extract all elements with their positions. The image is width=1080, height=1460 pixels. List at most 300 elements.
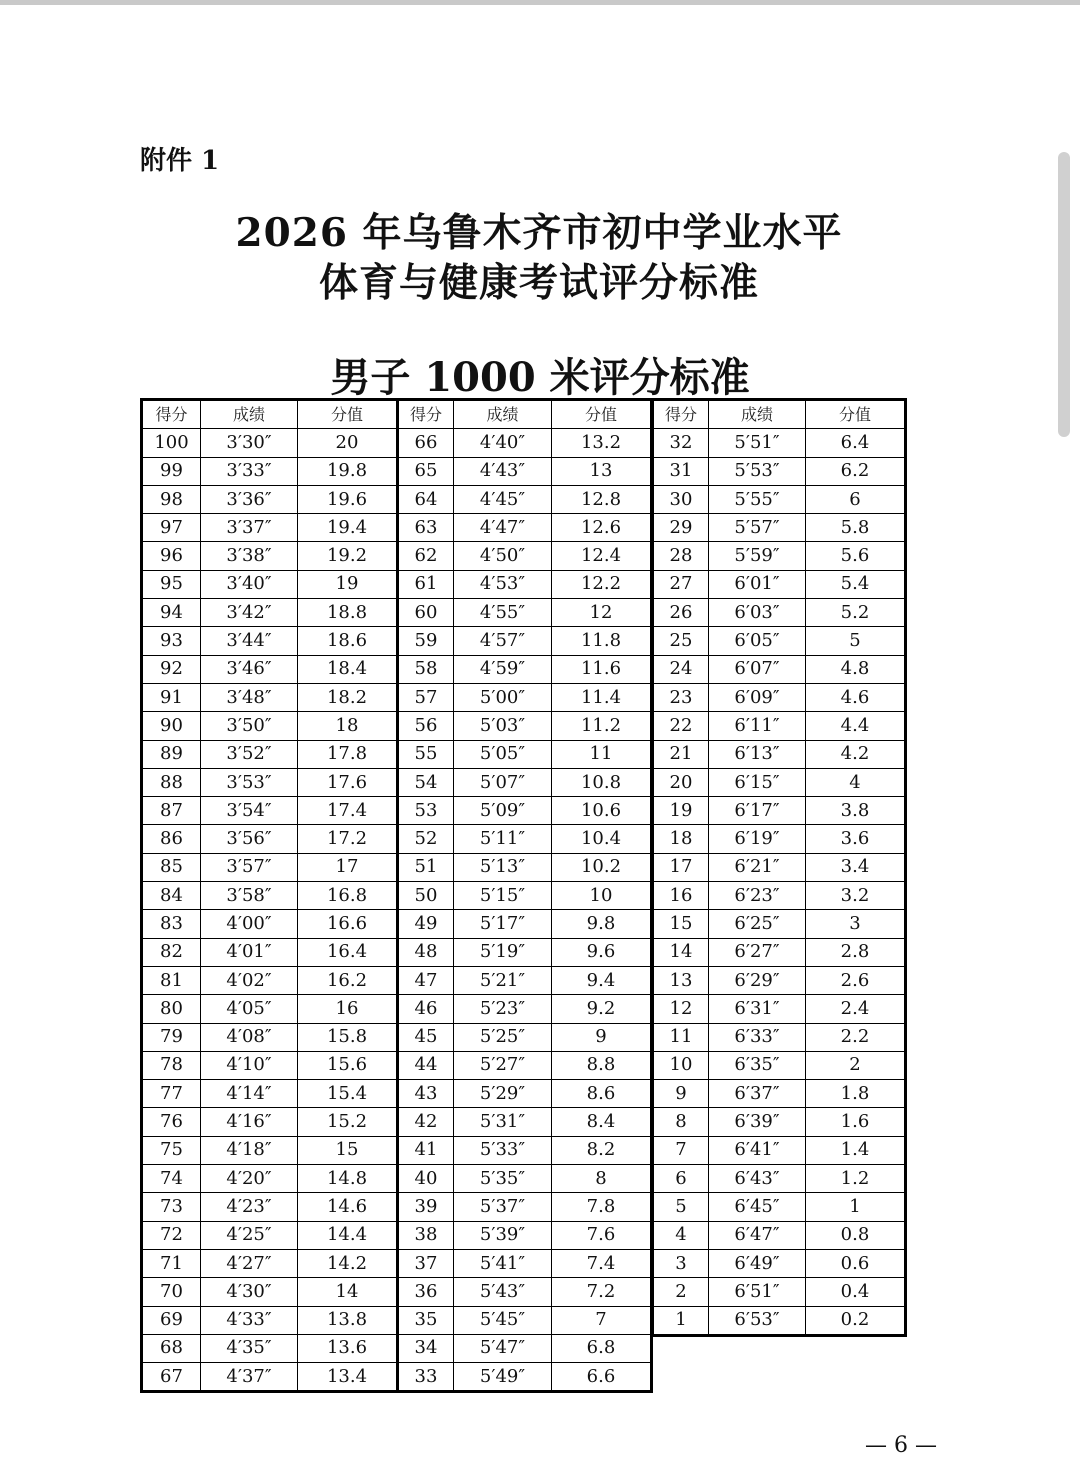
score-cell: 98 (142, 485, 201, 513)
points-cell: 16.2 (298, 966, 398, 994)
score-cell: 6 (653, 1165, 709, 1193)
result-cell: 4′30″ (201, 1278, 298, 1306)
score-cell: 96 (142, 542, 201, 570)
result-cell: 6′39″ (709, 1108, 806, 1136)
points-cell: 11.8 (552, 627, 652, 655)
score-cell: 73 (142, 1193, 201, 1221)
result-cell: 6′35″ (709, 1051, 806, 1079)
score-cell: 84 (142, 882, 201, 910)
table-row (653, 599, 906, 627)
result-cell: 6′11″ (709, 712, 806, 740)
score-cell: 82 (142, 938, 201, 966)
points-cell: 18.4 (298, 655, 398, 683)
points-cell: 18.8 (298, 599, 398, 627)
table-row (142, 1193, 652, 1221)
points-cell: 11 (552, 740, 652, 768)
table-row (142, 966, 652, 994)
result-cell: 3′54″ (201, 797, 298, 825)
table-row (142, 1023, 652, 1051)
table-row (142, 655, 652, 683)
table-row (142, 938, 652, 966)
score-cell: 78 (142, 1051, 201, 1079)
result-cell: 3′50″ (201, 712, 298, 740)
points-cell: 13 (552, 457, 652, 485)
result-cell: 4′08″ (201, 1023, 298, 1051)
table-row (142, 485, 652, 513)
points-cell: 4.2 (806, 740, 906, 768)
score-cell: 89 (142, 740, 201, 768)
score-cell: 90 (142, 712, 201, 740)
result-cell: 5′35″ (454, 1165, 552, 1193)
points-cell: 15.8 (298, 1023, 398, 1051)
result-cell: 4′01″ (201, 938, 298, 966)
result-cell: 5′25″ (454, 1023, 552, 1051)
score-cell: 4 (653, 1221, 709, 1249)
table-row (142, 429, 652, 457)
points-cell: 2.4 (806, 995, 906, 1023)
points-cell: 12 (552, 599, 652, 627)
points-cell: 18 (298, 712, 398, 740)
points-cell: 6 (806, 485, 906, 513)
result-cell: 6′41″ (709, 1136, 806, 1164)
score-cell: 11 (653, 1023, 709, 1051)
scoring-table-right (651, 398, 907, 1337)
points-cell: 5.8 (806, 514, 906, 542)
points-cell: 15.6 (298, 1051, 398, 1079)
points-cell: 1.4 (806, 1136, 906, 1164)
result-cell: 6′25″ (709, 910, 806, 938)
points-cell: 8 (552, 1165, 652, 1193)
points-cell: 2.8 (806, 938, 906, 966)
score-cell: 53 (398, 797, 454, 825)
result-cell: 5′47″ (454, 1334, 552, 1362)
score-cell: 95 (142, 570, 201, 598)
score-cell: 35 (398, 1306, 454, 1334)
result-cell: 4′05″ (201, 995, 298, 1023)
score-cell: 47 (398, 966, 454, 994)
score-cell: 97 (142, 514, 201, 542)
result-cell: 4′10″ (201, 1051, 298, 1079)
points-cell: 20 (298, 429, 398, 457)
points-cell: 17 (298, 853, 398, 881)
result-cell: 6′09″ (709, 683, 806, 711)
points-cell: 7.2 (552, 1278, 652, 1306)
result-cell: 6′33″ (709, 1023, 806, 1051)
score-cell: 33 (398, 1363, 454, 1392)
score-cell: 75 (142, 1136, 201, 1164)
result-cell: 4′00″ (201, 910, 298, 938)
result-cell: 5′07″ (454, 768, 552, 796)
result-cell: 6′47″ (709, 1221, 806, 1249)
result-cell: 4′14″ (201, 1080, 298, 1108)
score-cell: 26 (653, 599, 709, 627)
table-row (653, 1136, 906, 1164)
points-cell: 9.6 (552, 938, 652, 966)
result-cell: 5′59″ (709, 542, 806, 570)
result-cell: 5′43″ (454, 1278, 552, 1306)
score-cell: 45 (398, 1023, 454, 1051)
score-cell: 12 (653, 995, 709, 1023)
score-cell: 54 (398, 768, 454, 796)
points-cell: 16.6 (298, 910, 398, 938)
points-cell: 1.8 (806, 1080, 906, 1108)
table-row (142, 1249, 652, 1277)
table-row (142, 995, 652, 1023)
table-row (142, 1278, 652, 1306)
points-cell: 19.4 (298, 514, 398, 542)
result-cell: 5′23″ (454, 995, 552, 1023)
table-row (653, 570, 906, 598)
score-cell: 18 (653, 825, 709, 853)
points-cell: 17.4 (298, 797, 398, 825)
points-cell: 16.8 (298, 882, 398, 910)
points-cell: 6.4 (806, 429, 906, 457)
page-number: — 6 — (865, 1433, 937, 1458)
table-row (142, 1165, 652, 1193)
score-cell: 77 (142, 1080, 201, 1108)
points-cell: 17.8 (298, 740, 398, 768)
result-cell: 6′53″ (709, 1306, 806, 1335)
score-cell: 34 (398, 1334, 454, 1362)
score-cell: 40 (398, 1165, 454, 1193)
result-cell: 4′50″ (454, 542, 552, 570)
score-cell: 3 (653, 1249, 709, 1277)
score-cell: 55 (398, 740, 454, 768)
score-cell: 72 (142, 1221, 201, 1249)
points-cell: 2.6 (806, 966, 906, 994)
header-result-cell: 成绩 (201, 400, 298, 429)
result-cell: 3′56″ (201, 825, 298, 853)
table-row (653, 853, 906, 881)
table-row (142, 1136, 652, 1164)
result-cell: 4′35″ (201, 1334, 298, 1362)
points-cell: 9.2 (552, 995, 652, 1023)
score-cell: 15 (653, 910, 709, 938)
points-cell: 19.8 (298, 457, 398, 485)
result-cell: 6′43″ (709, 1165, 806, 1193)
points-cell: 1.6 (806, 1108, 906, 1136)
score-cell: 39 (398, 1193, 454, 1221)
score-cell: 79 (142, 1023, 201, 1051)
result-cell: 6′31″ (709, 995, 806, 1023)
score-cell: 19 (653, 797, 709, 825)
table-row (653, 910, 906, 938)
score-cell: 59 (398, 627, 454, 655)
score-cell: 63 (398, 514, 454, 542)
table-row (653, 1080, 906, 1108)
header-score-cell: 得分 (398, 400, 454, 429)
result-cell: 6′51″ (709, 1278, 806, 1306)
points-cell: 0.6 (806, 1249, 906, 1277)
result-cell: 6′07″ (709, 655, 806, 683)
table-row (142, 768, 652, 796)
top-bar (0, 0, 1080, 5)
result-cell: 5′29″ (454, 1080, 552, 1108)
score-cell: 51 (398, 853, 454, 881)
score-cell: 56 (398, 712, 454, 740)
points-cell: 19.6 (298, 485, 398, 513)
points-cell: 5.6 (806, 542, 906, 570)
score-cell: 100 (142, 429, 201, 457)
result-cell: 4′43″ (454, 457, 552, 485)
score-cell: 85 (142, 853, 201, 881)
points-cell: 17.2 (298, 825, 398, 853)
table-row (142, 627, 652, 655)
points-cell: 11.2 (552, 712, 652, 740)
score-cell: 99 (142, 457, 201, 485)
score-cell: 48 (398, 938, 454, 966)
table-row (142, 1221, 652, 1249)
points-cell: 4.4 (806, 712, 906, 740)
result-cell: 5′53″ (709, 457, 806, 485)
points-cell: 4 (806, 768, 906, 796)
table-row (142, 1108, 652, 1136)
points-cell: 15 (298, 1136, 398, 1164)
result-cell: 5′05″ (454, 740, 552, 768)
result-cell: 4′53″ (454, 570, 552, 598)
result-cell: 3′48″ (201, 683, 298, 711)
score-cell: 24 (653, 655, 709, 683)
score-cell: 32 (653, 429, 709, 457)
result-cell: 5′11″ (454, 825, 552, 853)
table-row (142, 882, 652, 910)
header-result-cell: 成绩 (709, 400, 806, 429)
score-cell: 70 (142, 1278, 201, 1306)
score-cell: 50 (398, 882, 454, 910)
table-row (653, 882, 906, 910)
score-cell: 7 (653, 1136, 709, 1164)
points-cell: 10.6 (552, 797, 652, 825)
score-cell: 9 (653, 1080, 709, 1108)
result-cell: 5′17″ (454, 910, 552, 938)
score-cell: 91 (142, 683, 201, 711)
score-cell: 25 (653, 627, 709, 655)
document-title-line2: 体育与健康考试评分标准 (318, 260, 759, 306)
result-cell: 6′27″ (709, 938, 806, 966)
points-cell: 12.8 (552, 485, 652, 513)
points-cell: 5 (806, 627, 906, 655)
score-cell: 49 (398, 910, 454, 938)
result-cell: 6′29″ (709, 966, 806, 994)
result-cell: 3′33″ (201, 457, 298, 485)
score-cell: 93 (142, 627, 201, 655)
table-row (653, 966, 906, 994)
table-row (653, 1306, 906, 1335)
points-cell: 14.2 (298, 1249, 398, 1277)
points-cell: 19 (298, 570, 398, 598)
result-cell: 4′37″ (201, 1363, 298, 1392)
points-cell: 12.6 (552, 514, 652, 542)
table-row (653, 1023, 906, 1051)
score-cell: 58 (398, 655, 454, 683)
score-cell: 71 (142, 1249, 201, 1277)
points-cell: 15.2 (298, 1108, 398, 1136)
result-cell: 5′51″ (709, 429, 806, 457)
score-cell: 69 (142, 1306, 201, 1334)
result-cell: 4′55″ (454, 599, 552, 627)
result-cell: 6′45″ (709, 1193, 806, 1221)
result-cell: 4′45″ (454, 485, 552, 513)
result-cell: 5′55″ (709, 485, 806, 513)
points-cell: 7.6 (552, 1221, 652, 1249)
score-cell: 52 (398, 825, 454, 853)
header-score-cell: 得分 (142, 400, 201, 429)
points-cell: 13.4 (298, 1363, 398, 1392)
result-cell: 6′01″ (709, 570, 806, 598)
table-row (142, 1051, 652, 1079)
score-cell: 23 (653, 683, 709, 711)
table-row (142, 1306, 652, 1334)
result-cell: 6′13″ (709, 740, 806, 768)
result-cell: 4′25″ (201, 1221, 298, 1249)
table-row (653, 485, 906, 513)
score-cell: 27 (653, 570, 709, 598)
score-cell: 5 (653, 1193, 709, 1221)
table-row (142, 514, 652, 542)
score-cell: 88 (142, 768, 201, 796)
result-cell: 5′39″ (454, 1221, 552, 1249)
result-cell: 3′57″ (201, 853, 298, 881)
score-cell: 67 (142, 1363, 201, 1392)
table-row (653, 740, 906, 768)
points-cell: 19.2 (298, 542, 398, 570)
result-cell: 6′23″ (709, 882, 806, 910)
result-cell: 3′42″ (201, 599, 298, 627)
points-cell: 6.8 (552, 1334, 652, 1362)
score-cell: 37 (398, 1249, 454, 1277)
score-cell: 87 (142, 797, 201, 825)
points-cell: 9.8 (552, 910, 652, 938)
result-cell: 5′03″ (454, 712, 552, 740)
points-cell: 13.8 (298, 1306, 398, 1334)
points-cell: 3.6 (806, 825, 906, 853)
points-cell: 11.6 (552, 655, 652, 683)
points-cell: 4.6 (806, 683, 906, 711)
table-row (653, 825, 906, 853)
points-cell: 5.2 (806, 599, 906, 627)
points-cell: 8.4 (552, 1108, 652, 1136)
score-cell: 30 (653, 485, 709, 513)
score-cell: 65 (398, 457, 454, 485)
result-cell: 5′15″ (454, 882, 552, 910)
result-cell: 6′49″ (709, 1249, 806, 1277)
result-cell: 5′09″ (454, 797, 552, 825)
score-cell: 41 (398, 1136, 454, 1164)
table-row (142, 683, 652, 711)
points-cell: 6.2 (806, 457, 906, 485)
table-row (653, 768, 906, 796)
score-cell: 31 (653, 457, 709, 485)
score-cell: 20 (653, 768, 709, 796)
points-cell: 15.4 (298, 1080, 398, 1108)
score-cell: 61 (398, 570, 454, 598)
table-row (653, 457, 906, 485)
result-cell: 3′58″ (201, 882, 298, 910)
table-row (653, 1051, 906, 1079)
score-cell: 16 (653, 882, 709, 910)
table-row (142, 457, 652, 485)
header-result-cell: 成绩 (454, 400, 552, 429)
points-cell: 0.8 (806, 1221, 906, 1249)
score-cell: 80 (142, 995, 201, 1023)
points-cell: 14.6 (298, 1193, 398, 1221)
table-row (653, 1278, 906, 1306)
score-cell: 57 (398, 683, 454, 711)
result-cell: 5′21″ (454, 966, 552, 994)
table-row (142, 853, 652, 881)
score-cell: 43 (398, 1080, 454, 1108)
result-cell: 3′36″ (201, 485, 298, 513)
points-cell: 7.8 (552, 1193, 652, 1221)
points-cell: 10.8 (552, 768, 652, 796)
table-row (653, 938, 906, 966)
result-cell: 5′45″ (454, 1306, 552, 1334)
result-cell: 6′03″ (709, 599, 806, 627)
result-cell: 5′31″ (454, 1108, 552, 1136)
result-cell: 5′19″ (454, 938, 552, 966)
score-cell: 46 (398, 995, 454, 1023)
points-cell: 5.4 (806, 570, 906, 598)
header-row (142, 400, 652, 429)
table-row (653, 683, 906, 711)
score-cell: 92 (142, 655, 201, 683)
score-cell: 68 (142, 1334, 201, 1362)
result-cell: 3′40″ (201, 570, 298, 598)
result-cell: 6′37″ (709, 1080, 806, 1108)
points-cell: 14.8 (298, 1165, 398, 1193)
points-cell: 2 (806, 1051, 906, 1079)
table-row (142, 1080, 652, 1108)
result-cell: 4′23″ (201, 1193, 298, 1221)
points-cell: 18.2 (298, 683, 398, 711)
points-cell: 13.6 (298, 1334, 398, 1362)
attachment-label: 附件 1 (140, 146, 220, 176)
points-cell: 7.4 (552, 1249, 652, 1277)
result-cell: 3′38″ (201, 542, 298, 570)
result-cell: 4′33″ (201, 1306, 298, 1334)
result-cell: 3′46″ (201, 655, 298, 683)
score-cell: 13 (653, 966, 709, 994)
table-row (142, 542, 652, 570)
result-cell: 6′15″ (709, 768, 806, 796)
result-cell: 5′57″ (709, 514, 806, 542)
result-cell: 3′37″ (201, 514, 298, 542)
score-cell: 76 (142, 1108, 201, 1136)
points-cell: 11.4 (552, 683, 652, 711)
score-cell: 22 (653, 712, 709, 740)
result-cell: 5′00″ (454, 683, 552, 711)
table-row (142, 570, 652, 598)
table-row (653, 712, 906, 740)
document-title-line1: 2026 年乌鲁木齐市初中学业水平 (235, 210, 843, 256)
points-cell: 12.2 (552, 570, 652, 598)
points-cell: 10.4 (552, 825, 652, 853)
points-cell: 0.4 (806, 1278, 906, 1306)
table-row (653, 655, 906, 683)
points-cell: 3.8 (806, 797, 906, 825)
points-cell: 13.2 (552, 429, 652, 457)
table-row (142, 1334, 652, 1362)
result-cell: 5′27″ (454, 1051, 552, 1079)
score-cell: 2 (653, 1278, 709, 1306)
points-cell: 3 (806, 910, 906, 938)
score-cell: 42 (398, 1108, 454, 1136)
points-cell: 1 (806, 1193, 906, 1221)
table-row (653, 1165, 906, 1193)
score-cell: 83 (142, 910, 201, 938)
result-cell: 4′59″ (454, 655, 552, 683)
result-cell: 3′53″ (201, 768, 298, 796)
